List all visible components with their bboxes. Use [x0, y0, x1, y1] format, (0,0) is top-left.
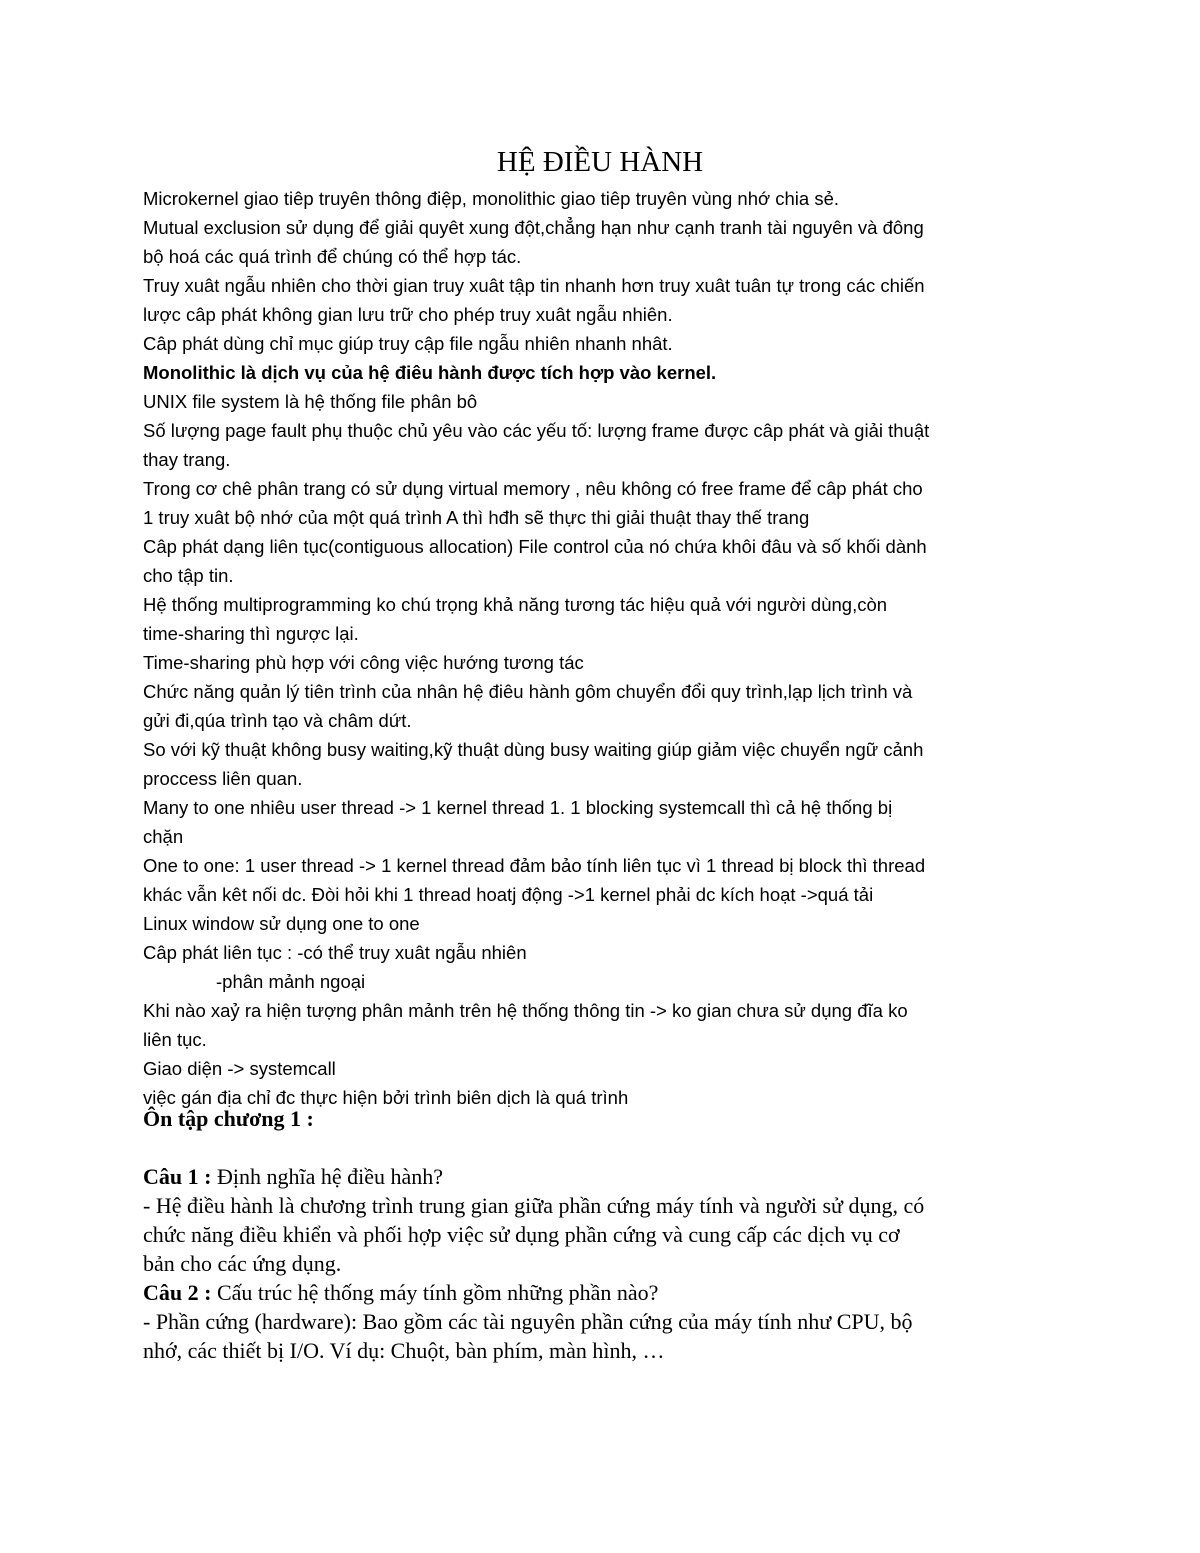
note-line: 1 truy xuât bộ nhớ của một quá trình A thì hđh sẽ thực thi giải thuật thay thế trang — [143, 507, 810, 528]
note-line: Số lượng page fault phụ thuộc chủ yêu vào các yếu tố: lượng frame được câp phát và giải thuật — [143, 420, 930, 441]
note-line: khác vẫn kêt nối dc. Đòi hỏi khi 1 thread hoatj động ->1 kernel phải dc kích hoạt ->quá tải — [143, 884, 874, 905]
question-1-label: Câu 1 : — [143, 1164, 212, 1189]
review-section — [143, 1104, 1073, 1365]
note-line: Hệ thống multiprogramming ko chú trọng khả năng tương tác hiệu quả với người dùng,còn — [143, 594, 888, 615]
note-line: time-sharing thì ngược lại. — [143, 623, 359, 644]
note-line: Linux window sử dụng one to one — [143, 913, 420, 934]
answer-2-line: - Phần cứng (hardware): Bao gồm các tài nguyên phần cứng của máy tính như CPU, bộ — [143, 1309, 913, 1334]
answer-2-line: nhớ, các thiết bị I/O. Ví dụ: Chuột, bàn phím, màn hình, … — [143, 1338, 665, 1363]
note-line: bộ hoá các quá trình để chúng có thể hợp tác. — [143, 246, 522, 267]
note-line: gửi đi,qúa trình tạo và châm dứt. — [143, 710, 412, 731]
note-line: Trong cơ chê phân trang có sử dụng virtual memory , nêu không có free frame để câp phát cho — [143, 478, 923, 499]
note-line: cho tập tin. — [143, 565, 234, 586]
note-line: Mutual exclusion sử dụng để giải quyêt xung đột,chẳng hạn như cạnh tranh tài nguyên và đông — [143, 217, 924, 238]
answer-1-line: bản cho các ứng dụng. — [143, 1251, 342, 1276]
review-heading: Ôn tập chương 1 : — [143, 1106, 314, 1131]
notes-body — [143, 184, 1073, 1112]
note-line-bold: Monolithic là dịch vụ của hệ điêu hành được tích hợp vào kernel. — [143, 362, 717, 383]
question-1 — [143, 1162, 1073, 1191]
note-line: chặn — [143, 826, 184, 847]
note-line: Microkernel giao tiêp truyên thông điệp, monolithic giao tiêp truyên vùng nhớ chia sẻ. — [143, 188, 840, 209]
note-line: Câp phát liên tục : -có thể truy xuât ngẫu nhiên — [143, 942, 527, 963]
note-line: thay trang. — [143, 449, 231, 470]
question-2-text: Cấu trúc hệ thống máy tính gồm những phần nào? — [211, 1280, 659, 1305]
note-line: proccess liên quan. — [143, 768, 303, 789]
note-line: Khi nào xaỷ ra hiện tượng phân mảnh trên hệ thống thông tin -> ko gian chưa sử dụng đĩa ko — [143, 1000, 908, 1021]
note-line: Time-sharing phù hợp với công việc hướng tương tác — [143, 652, 584, 673]
note-line: lược câp phát không gian lưu trữ cho phép truy xuât ngẫu nhiên. — [143, 304, 673, 325]
document-title: HỆ ĐIỀU HÀNH — [496, 146, 704, 178]
note-line: Câp phát dùng chỉ mục giúp truy cập file ngẫu nhiên nhanh nhât. — [143, 333, 673, 354]
question-1-text: Định nghĩa hệ điều hành? — [211, 1164, 444, 1189]
note-line: Many to one nhiêu user thread -> 1 kernel thread 1. 1 blocking systemcall thì cả hệ thống bị — [143, 797, 893, 818]
note-line: việc gán địa chỉ đc thực hiện bởi trình biên dịch là quá trình — [143, 1087, 629, 1108]
note-line: Chức năng quản lý tiên trình của nhân hệ điêu hành gôm chuyển đổi quy trình,lạp lịch trình và — [143, 681, 913, 702]
answer-1-line: - Hệ điều hành là chương trình trung gian giữa phần cứng máy tính và người sử dụng, có — [143, 1193, 925, 1218]
answer-1-line: chức năng điều khiển và phối hợp việc sử dụng phần cứng và cung cấp các dịch vụ cơ — [143, 1222, 900, 1247]
note-line: So với kỹ thuật không busy waiting,kỹ thuật dùng busy waiting giúp giảm việc chuyển ngữ cảnh — [143, 739, 924, 760]
note-line: UNIX file system là hệ thống file phân bô — [143, 391, 478, 412]
note-line: Giao diện -> systemcall — [143, 1058, 336, 1079]
note-line: liên tục. — [143, 1029, 207, 1050]
note-line: Câp phát dạng liên tục(contiguous allocation) File control của nó chứa khôi đâu và số khối dành — [143, 536, 927, 557]
question-2 — [143, 1278, 1073, 1307]
note-line: Truy xuât ngẫu nhiên cho thời gian truy xuât tập tin nhanh hơn truy xuât tuân tự trong các chiến — [143, 275, 925, 296]
note-line: One to one: 1 user thread -> 1 kernel thread đảm bảo tính liên tục vì 1 thread bị block thì thread — [143, 855, 926, 876]
question-2-label: Câu 2 : — [143, 1280, 212, 1305]
note-line-indented: -phân mảnh ngoại — [216, 971, 366, 992]
